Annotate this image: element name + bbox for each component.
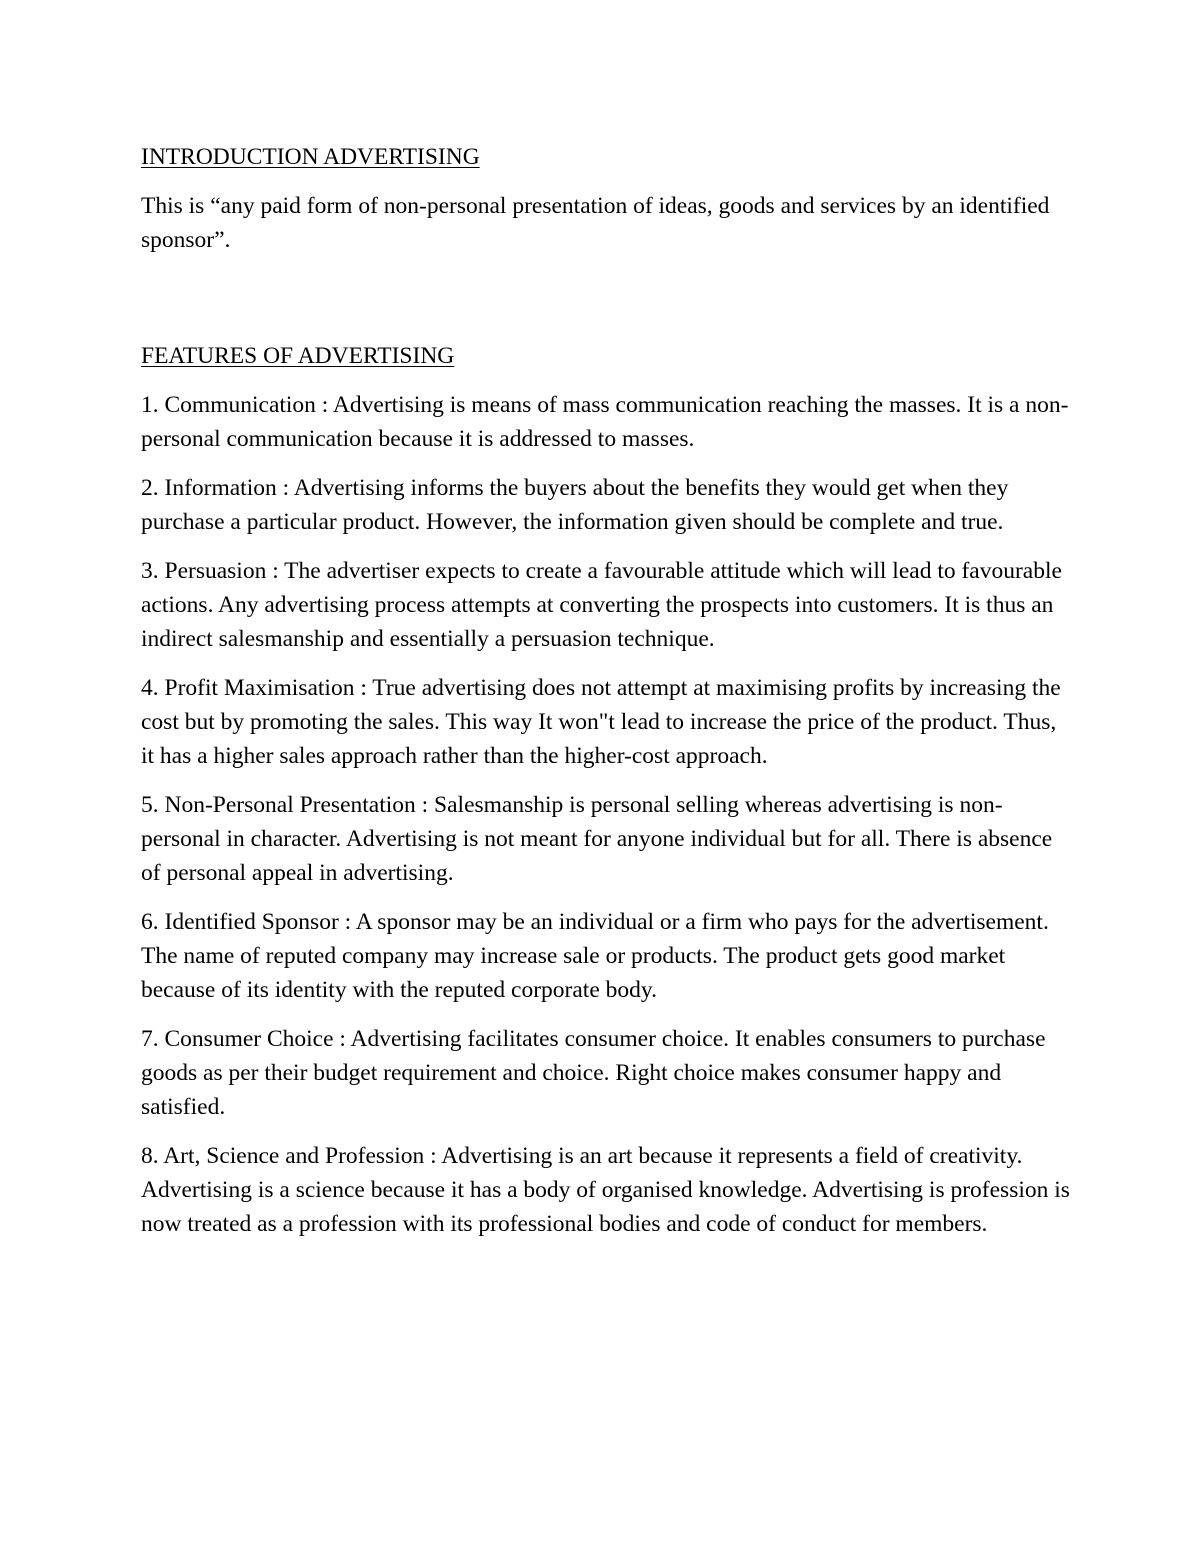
feature-item-persuasion: 3. Persuasion : The advertiser expects to create a favourable attitude which will lead to favourable actions. Any advertising process attempts at converting the prospects into customers. It is thus an indirect salesmanship and essentially a persuasion technique. xyxy=(141,558,1062,652)
feature-item-information: 2. Information : Advertising informs the buyers about the benefits they would get when they purchase a particular product. However, the information given should be complete and true. xyxy=(141,475,1009,535)
intro-heading: INTRODUCTION ADVERTISING xyxy=(141,144,480,170)
features-heading: FEATURES OF ADVERTISING xyxy=(141,343,455,369)
feature-item-profit-maximisation: 4. Profit Maximisation : True advertising does not attempt at maximising profits by increasing the cost but by promoting the sales. This way It won"t lead to increase the price of the product. Thus, it has a higher sales approach rather than the higher-cost approach. xyxy=(141,675,1061,769)
feature-item-art-science-profession: 8. Art, Science and Profession : Advertising is an art because it represents a field of creativity. Advertising is a science because it has a body of organised knowledge. Advertising is profession is now treated as a profession with its professional bodies and code of conduct for members. xyxy=(141,1143,1070,1237)
feature-item-consumer-choice: 7. Consumer Choice : Advertising facilitates consumer choice. It enables consumers to purchase goods as per their budget requirement and choice. Right choice makes consumer happy and satisfied. xyxy=(141,1026,1046,1120)
feature-item-identified-sponsor: 6. Identified Sponsor : A sponsor may be an individual or a firm who pays for the advertisement. The name of reputed company may increase sale or products. The product gets good market because of its identity with the reputed corporate body. xyxy=(141,909,1049,1003)
document-body xyxy=(141,140,1071,1241)
feature-item-non-personal-presentation: 5. Non-Personal Presentation : Salesmanship is personal selling whereas advertising is non-personal in character. Advertising is not meant for anyone individual but for all. There is absence of personal appeal in advertising. xyxy=(141,792,1053,886)
intro-paragraph: This is “any paid form of non-personal presentation of ideas, goods and services by an identified sponsor”. xyxy=(141,193,1050,253)
features-list xyxy=(141,388,1071,1241)
feature-item-communication: 1. Communication : Advertising is means of mass communication reaching the masses. It is a non-personal communication because it is addressed to masses. xyxy=(141,392,1069,452)
